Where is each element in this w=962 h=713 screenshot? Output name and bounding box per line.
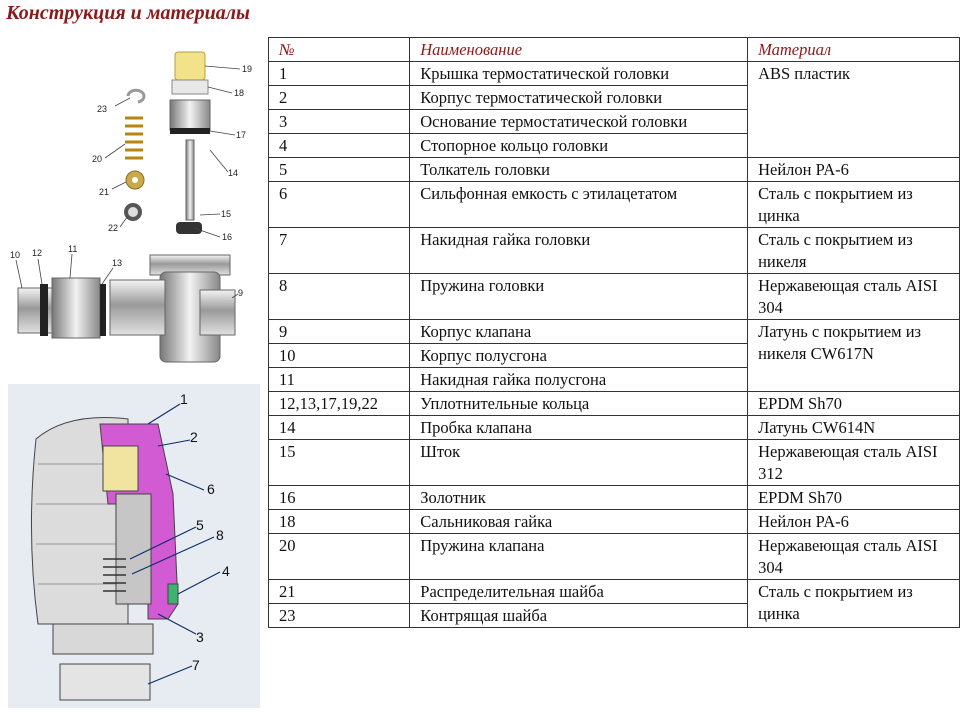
cell-number: 9 — [269, 320, 410, 344]
cell-number: 14 — [269, 416, 410, 440]
cell-material: Нержавеющая сталь AISI 304 — [748, 534, 960, 580]
cell-name: Золотник — [410, 486, 748, 510]
cell-number: 20 — [269, 534, 410, 580]
cell-name: Шток — [410, 440, 748, 486]
cell-number: 18 — [269, 510, 410, 534]
valve-exploded-photo — [0, 40, 270, 380]
cell-material: Нейлон PA-6 — [748, 158, 960, 182]
cell-number: 8 — [269, 274, 410, 320]
cell-name: Корпус термостатической головки — [410, 86, 748, 110]
photo-label-12: 12 — [32, 248, 43, 258]
thermostatic-head-diagram — [8, 384, 260, 708]
table-row — [269, 534, 960, 580]
photo-label-19: 19 — [242, 64, 253, 74]
table-row — [269, 228, 960, 274]
cell-number: 11 — [269, 368, 410, 392]
photo-label-23: 23 — [97, 104, 108, 114]
photo-label-17: 17 — [236, 130, 247, 140]
diagram-label-7: 7 — [192, 657, 200, 673]
table-row — [269, 62, 960, 86]
cell-number: 7 — [269, 228, 410, 274]
diagram-label-4: 4 — [222, 563, 230, 579]
photo-label-21: 21 — [99, 187, 110, 197]
cell-name: Корпус полусгона — [410, 344, 748, 368]
cell-number: 15 — [269, 440, 410, 486]
photo-label-9: 9 — [238, 288, 244, 298]
photo-label-22: 22 — [108, 223, 119, 233]
cell-number: 10 — [269, 344, 410, 368]
cell-number: 3 — [269, 110, 410, 134]
table-header-row — [269, 38, 960, 62]
diagram-label-3: 3 — [196, 629, 204, 645]
cell-number: 5 — [269, 158, 410, 182]
cell-number: 6 — [269, 182, 410, 228]
table-row — [269, 416, 960, 440]
table-row — [269, 320, 960, 344]
cell-number: 12,13,17,19,22 — [269, 392, 410, 416]
cell-material: Сталь с покрытием из никеля — [748, 228, 960, 274]
table-row — [269, 440, 960, 486]
cell-name: Накидная гайка полусгона — [410, 368, 748, 392]
table-row — [269, 510, 960, 534]
photo-label-15: 15 — [221, 209, 232, 219]
cell-number: 1 — [269, 62, 410, 86]
cell-number: 2 — [269, 86, 410, 110]
cell-name: Уплотнительные кольца — [410, 392, 748, 416]
column-header-material: Материал — [748, 38, 960, 62]
cell-name: Накидная гайка головки — [410, 228, 748, 274]
cell-name: Основание термостатической головки — [410, 110, 748, 134]
diagram-label-1: 1 — [180, 391, 188, 407]
materials-table — [268, 37, 960, 628]
cell-material: Сталь с покрытием из цинка — [748, 580, 960, 628]
cell-name: Пружина головки — [410, 274, 748, 320]
cell-name: Стопорное кольцо головки — [410, 134, 748, 158]
cell-number: 21 — [269, 580, 410, 604]
table-row — [269, 392, 960, 416]
cell-number: 23 — [269, 604, 410, 628]
cell-material: Латунь CW614N — [748, 416, 960, 440]
cell-name: Контрящая шайба — [410, 604, 748, 628]
cell-name: Крышка термостатической головки — [410, 62, 748, 86]
photo-label-11: 11 — [68, 244, 78, 254]
photo-label-10: 10 — [10, 250, 21, 260]
page-title: Конструкция и материалы — [6, 2, 250, 24]
cell-material: Нержавеющая сталь AISI 304 — [748, 274, 960, 320]
cell-name: Пробка клапана — [410, 416, 748, 440]
table-body — [269, 62, 960, 628]
photo-label-18: 18 — [234, 88, 245, 98]
cell-material: EPDM Sh70 — [748, 486, 960, 510]
photo-label-13: 13 — [112, 258, 123, 268]
cell-name: Сальниковая гайка — [410, 510, 748, 534]
cell-name: Распределительная шайба — [410, 580, 748, 604]
column-header-name: Наименование — [410, 38, 748, 62]
table-row — [269, 158, 960, 182]
diagram-label-8: 8 — [216, 527, 224, 543]
diagram-label-6: 6 — [207, 481, 215, 497]
cell-material: Сталь с покрытием из цинка — [748, 182, 960, 228]
cell-name: Толкатель головки — [410, 158, 748, 182]
table-row — [269, 486, 960, 510]
cell-number: 4 — [269, 134, 410, 158]
cell-material: Латунь с покрытием из никеля CW617N — [748, 320, 960, 392]
cell-material: ABS пластик — [748, 62, 960, 158]
cell-material: Нержавеющая сталь AISI 312 — [748, 440, 960, 486]
diagram-label-5: 5 — [196, 517, 204, 533]
cell-material: EPDM Sh70 — [748, 392, 960, 416]
photo-label-16: 16 — [222, 232, 233, 242]
column-header-number: № — [269, 38, 410, 62]
table-row — [269, 274, 960, 320]
cell-name: Сильфонная емкость с этилацетатом — [410, 182, 748, 228]
diagram-label-2: 2 — [190, 429, 198, 445]
cell-material: Нейлон PA-6 — [748, 510, 960, 534]
cell-number: 16 — [269, 486, 410, 510]
table-row — [269, 580, 960, 604]
cell-name: Пружина клапана — [410, 534, 748, 580]
photo-label-20: 20 — [92, 154, 103, 164]
table-row — [269, 182, 960, 228]
cell-name: Корпус клапана — [410, 320, 748, 344]
photo-label-14: 14 — [228, 168, 239, 178]
